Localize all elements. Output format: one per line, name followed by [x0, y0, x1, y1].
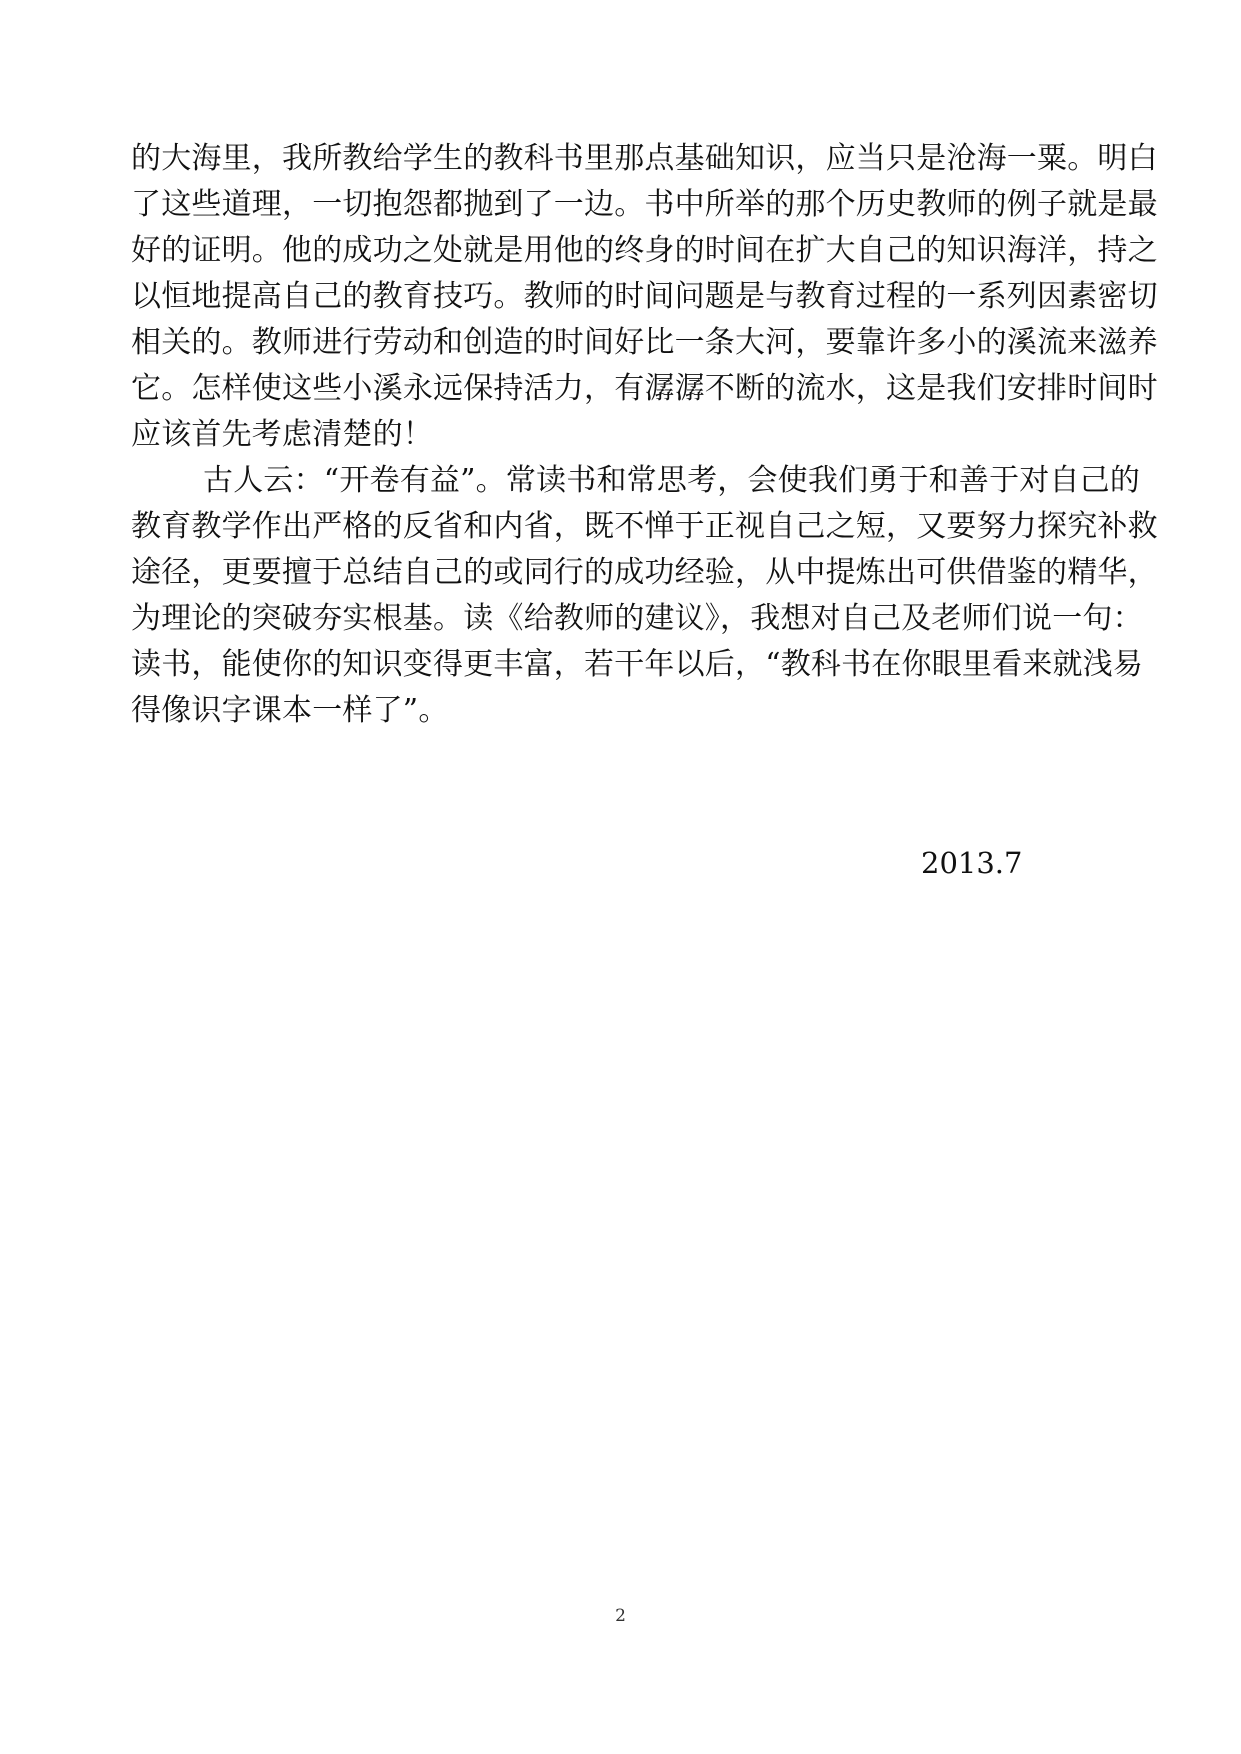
text-line: 读书，能使你的知识变得更丰富，若干年以后，“教科书在你眼里看来就浅易: [131, 647, 1144, 682]
text-line: 应该首先考虑清楚的！: [131, 417, 433, 452]
paragraph-1: [131, 136, 1158, 458]
text-line: 好的证明。他的成功之处就是用他的终身的时间在扩大自己的知识海洋，持之: [131, 233, 1158, 268]
text-line: 了这些道理，一切抱怨都抛到了一边。书中所举的那个历史教师的例子就是最: [131, 187, 1158, 222]
text-line: 的大海里，我所教给学生的教科书里那点基础知识，应当只是沧海一粟。明白: [131, 141, 1158, 176]
text-line: 古人云：“开卷有益”。常读书和常思考，会使我们勇于和善于对自己的: [203, 463, 1141, 498]
paragraph-2: [131, 458, 1158, 734]
text-line: 为理论的突破夯实根基。读《给教师的建议》，我想对自己及老师们说一句：: [131, 601, 1143, 636]
text-line: 它。怎样使这些小溪永远保持活力，有潺潺不断的流水，这是我们安排时间时: [131, 371, 1158, 406]
text-line: 途径，更要擅于总结自己的或同行的成功经验，从中提炼出可供借鉴的精华，: [131, 555, 1158, 590]
page-number: 2: [615, 1606, 626, 1626]
text-line: 教育教学作出严格的反省和内省，既不惮于正视自己之短，又要努力探究补救: [131, 509, 1158, 544]
body-text: [131, 136, 1158, 734]
document-date: 2013.7: [921, 846, 1023, 880]
text-line: 以恒地提高自己的教育技巧。教师的时间问题是与教育过程的一系列因素密切: [131, 279, 1158, 314]
text-line: 得像识字课本一样了”。: [131, 693, 449, 728]
text-line: 相关的。教师进行劳动和创造的时间好比一条大河，要靠许多小的溪流来滋养: [131, 325, 1158, 360]
